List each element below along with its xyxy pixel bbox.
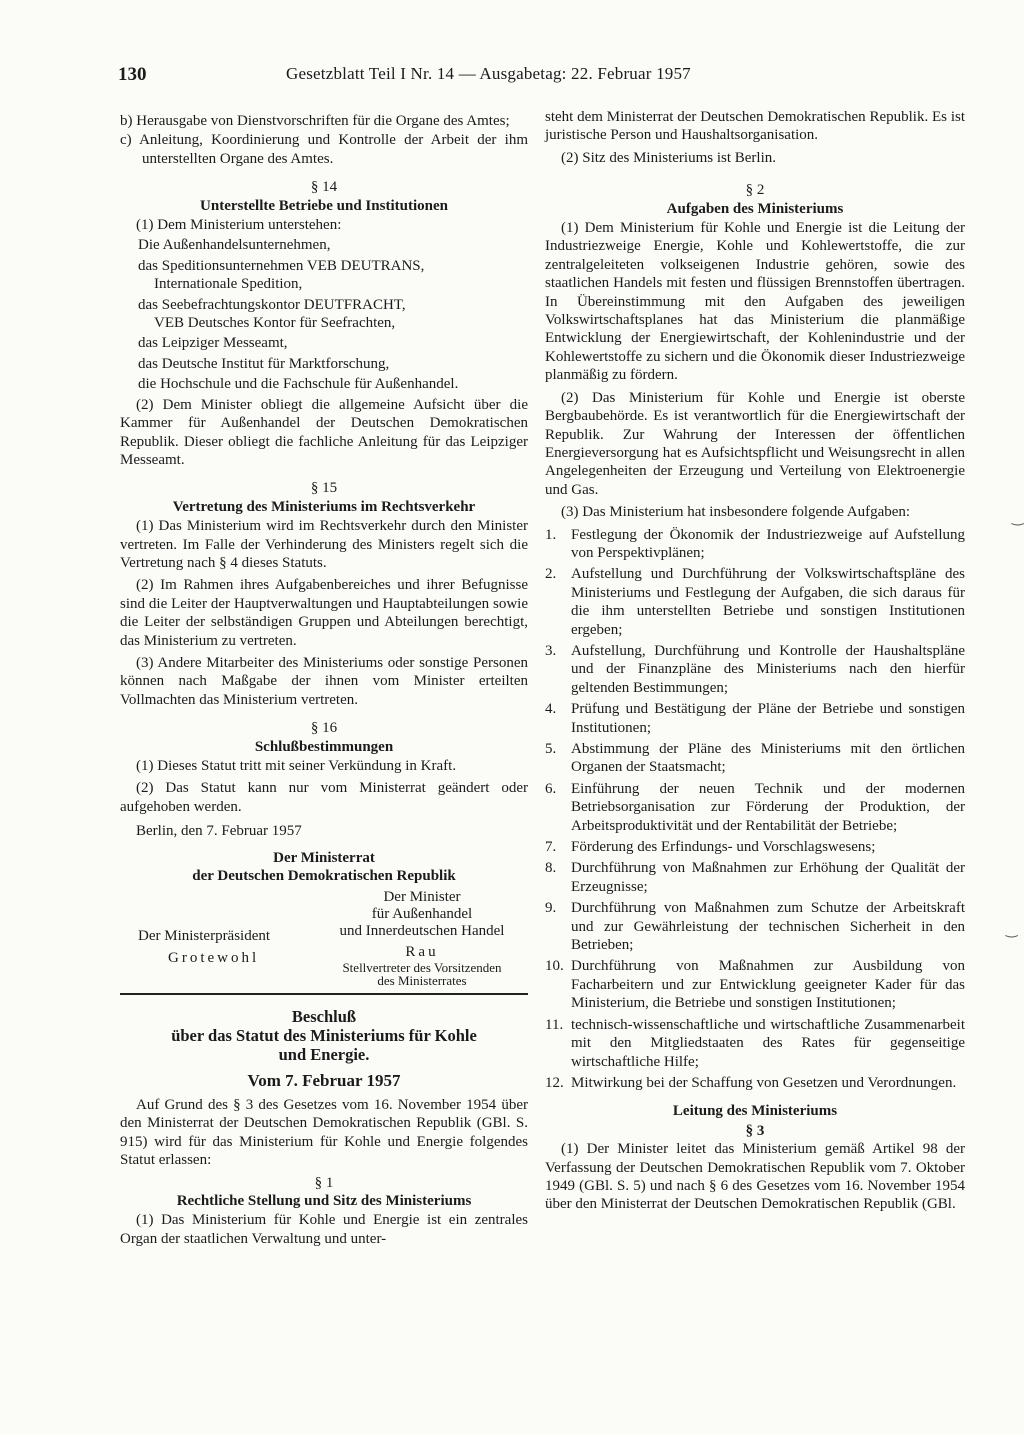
running-title: Gesetzblatt Teil I Nr. 14 — Ausgabetag: 22. Februar 1957: [286, 64, 691, 83]
scan-mark: ‿: [1006, 923, 1018, 938]
item-text: Mitwirkung bei der Schaffung von Gesetzen und Verordnungen.: [571, 1074, 957, 1091]
signature-org: Der Ministerrat: [273, 849, 375, 866]
item-text: Prüfung und Bestätigung der Pläne der Betriebe und sonstigen Institutionen;: [571, 701, 965, 736]
item-text: Durchführung von Maßnahmen zum Schutze der Arbeitskraft und zur Gewährleistung der technischen Sicherheit in den Betrieben;: [571, 900, 965, 954]
resolution-title: und Energie.: [278, 1044, 370, 1064]
list-item: [545, 700, 965, 737]
resolution-title: über das Statut des Ministeriums für Kohle: [171, 1025, 477, 1045]
list-item: die Hochschule und die Fachschule für Außenhandel.: [138, 376, 459, 393]
list-item: [545, 859, 965, 896]
section-divider: [120, 993, 528, 995]
item-number: 1.: [545, 526, 557, 543]
paragraph: (2) Das Ministerium für Kohle und Energie ist oberste Bergbaubehörde. Es ist verantwortlich für die Energiewirtschaft der Republik. Zur Wahrung der Interessen der öffentlichen Energieversorgung hat es Aufsichtspflicht und Weisungsrecht in allen Angelegenheiten der Erzeugung und Verteilung von Elektroenergie und Gas.: [545, 389, 965, 498]
item-number: 5.: [545, 741, 557, 757]
signature-role: Der Minister: [383, 888, 461, 905]
list-item: [545, 1016, 965, 1071]
list-item: [545, 740, 965, 777]
list-item: [545, 780, 965, 835]
item-text: Abstimmung der Pläne des Ministeriums mit den örtlichen Organen der Staatsmacht;: [571, 741, 965, 776]
section-heading: Unterstellte Betriebe und Institutionen: [200, 197, 448, 214]
resolution-date: Vom 7. Februar 1957: [247, 1070, 401, 1090]
list-item: [545, 642, 965, 697]
resolution-title: Beschluß: [291, 1006, 357, 1026]
signature-subtitle: Stellvertreter des Vorsitzenden: [342, 959, 502, 975]
scan-mark: ‿: [1012, 511, 1024, 526]
section-number: § 1: [314, 1174, 334, 1191]
section-number: § 16: [310, 720, 338, 737]
signature-role: Der Ministerpräsident: [138, 927, 271, 944]
paragraph: (1) Dem Ministerium für Kohle und Energie ist die Leitung der Industriezweige Energie, Kohle und Kohlewertstoffe, die zur zentralgeleiteten volkseigenen Industrie gehören, sowie des staatlichen Handels mit festen und flüssigen Brennstoffen übertragen. In Übereinstimmung mit den Aufgaben des jeweiligen Volkswirtschaftsplanes hat das Ministerium die planmäßige Entwicklung der Energiewirtschaft, der Kohlenindustrie und der Kohlewertstoffe zu sichern und die Ökonomik dieser Industriezweige planmäßig zu fördern.: [545, 220, 965, 384]
signature-name: Rau: [405, 943, 439, 960]
list-item: [545, 899, 965, 954]
paragraph: (2) Das Statut kann nur vom Ministerrat geändert oder aufgehoben werden.: [120, 780, 528, 815]
item-text: technisch-wissenschaftliche und wirtschaftliche Zusammenarbeit mit den Mitgliedstaaten des Rates für gegenseitige wirtschaftliche Hilfe;: [571, 1016, 965, 1070]
signature-name: Grotewohl: [168, 950, 260, 967]
place-date: Berlin, den 7. Februar 1957: [136, 823, 302, 840]
paragraph: (1) Dem Ministerium unterstehen:: [136, 217, 342, 234]
paragraph: (1) Dieses Statut tritt mit seiner Verkündung in Kraft.: [136, 758, 457, 774]
list-item: das Speditionsunternehmen VEB DEUTRANS,: [138, 257, 425, 274]
paragraph: (1) Das Ministerium wird im Rechtsverkehr durch den Minister vertreten. Im Falle der Verhinderung des Ministers regelt sich die Vertretung nach § 4 dieses Statuts.: [120, 518, 528, 571]
paragraph: (2) Sitz des Ministeriums ist Berlin.: [561, 149, 776, 166]
item-text: Festlegung der Ökonomik der Industriezweige auf Aufstellung von Perspektivplänen;: [571, 526, 965, 561]
signature-org: der Deutschen Demokratischen Republik: [192, 867, 456, 884]
signature-role: für Außenhandel: [371, 905, 473, 922]
item-number: 11.: [545, 1016, 564, 1033]
list-item: [545, 565, 965, 639]
section-number: § 3: [745, 1122, 765, 1139]
item-number: 8.: [545, 860, 557, 877]
item-number: 7.: [545, 839, 557, 856]
paragraph: Auf Grund des § 3 des Gesetzes vom 16. November 1954 über den Ministerrat der Deutschen Demokratischen Republik (GBl. S. 915) wird für das Ministerium für Kohle und Energie folgendes Statut erlassen:: [120, 1097, 528, 1169]
section-number: § 15: [310, 480, 338, 497]
list-item: b) Herausgabe von Dienstvorschriften für die Organe des Amtes;: [120, 113, 510, 129]
paragraph: (2) Im Rahmen ihres Aufgabenbereiches und ihrer Befugnisse sind die Leiter der Hauptverwaltungen und Hauptabteilungen sowie die Leiter der selbständigen Gruppen und Abteilungen berechtigt, das Ministerium zu vertreten.: [120, 577, 528, 649]
paragraph: (1) Der Minister leitet das Ministerium gemäß Artikel 98 der Verfassung der Deutschen Demokratischen Republik vom 7. Oktober 1949 (GBl. S. 5) und nach § 6 des Gesetzes vom 16. November 1954 über den Ministerrat der Deutschen Demokratischen Republik (GBl.: [545, 1141, 965, 1213]
page-number: 130: [118, 64, 147, 85]
signature-role: und Innerdeutschen Handel: [339, 922, 505, 939]
paragraph: (2) Dem Minister obliegt die allgemeine Aufsicht über die Kammer für Außenhandel der Deutschen Demokratischen Republik. Dieser obliegt die fachliche Anleitung für das Leipziger Messeamt.: [120, 396, 528, 468]
list-item: c) Anleitung, Koordinierung und Kontrolle der Arbeit der ihm unterstellten Organe des Amtes.: [120, 132, 528, 167]
section-heading: Aufgaben des Ministeriums: [666, 200, 844, 217]
item-text: Durchführung von Maßnahmen zur Ausbildung von Facharbeitern und zur Entwicklung geeigneter Kader für das Ministerium, die Betriebe und sonstigen Institutionen;: [571, 958, 965, 1012]
signature-block: [120, 888, 528, 988]
list-item: das Leipziger Messeamt,: [138, 335, 288, 352]
section-number: § 14: [310, 179, 338, 196]
item-number: 3.: [545, 642, 557, 659]
item-text: Durchführung von Maßnahmen zur Erhöhung der Qualität der Erzeugnisse;: [571, 860, 965, 895]
signature-premier: [138, 927, 270, 968]
list-item: [545, 838, 965, 856]
list-item-continuation: Internationale Spedition,: [154, 276, 303, 293]
right-column: [545, 108, 965, 1218]
item-number: 4.: [545, 701, 557, 718]
paragraph: (3) Andere Mitarbeiter des Ministeriums oder sonstige Personen können nach Maßgabe der ihnen vom Minister erteilten Vollmachten das Ministerium vertreten.: [120, 654, 528, 708]
item-number: 6.: [545, 780, 557, 797]
list-item-continuation: VEB Deutsches Kontor für Seefrachten,: [154, 315, 396, 332]
item-number: 10.: [545, 958, 564, 975]
section-heading: Leitung des Ministeriums: [672, 1103, 838, 1120]
list-item: [545, 1074, 965, 1092]
item-text: Aufstellung, Durchführung und Kontrolle der Haushaltspläne und der Finanzpläne des Ministeriums nach den hierfür geltenden Bestimmungen;: [571, 642, 965, 696]
list-item: das Seebefrachtungskontor DEUTFRACHT,: [138, 296, 406, 313]
signature-subtitle: des Ministerrates: [377, 972, 467, 988]
section-heading: Rechtliche Stellung und Sitz des Ministeriums: [176, 1193, 472, 1210]
section-heading: Vertretung des Ministeriums im Rechtsverkehr: [172, 498, 476, 515]
paragraph: (1) Das Ministerium für Kohle und Energie ist ein zentrales Organ der staatlichen Verwaltung und unter-: [120, 1212, 528, 1247]
item-text: Einführung der neuen Technik und der modernen Betriebsorganisation zur Förderung der Produktion, der Arbeitsproduktivität und der Rentabilität der Betriebe;: [571, 780, 965, 834]
item-number: 2.: [545, 566, 557, 583]
left-column: [120, 112, 528, 1252]
signature-minister: [316, 889, 528, 987]
item-text: Förderung des Erfindungs- und Vorschlagswesens;: [571, 839, 876, 856]
list-item: das Deutsche Institut für Marktforschung,: [138, 355, 390, 372]
item-text: Aufstellung und Durchführung der Volkswirtschaftspläne des Ministeriums und Festlegung der Aufgaben, die sich daraus für die ihm unterstellten Betriebe und sonstigen Institutionen ergeben;: [571, 566, 965, 638]
item-number: 12.: [545, 1074, 564, 1091]
paragraph: (3) Das Ministerium hat insbesondere folgende Aufgaben:: [561, 504, 911, 521]
paragraph: steht dem Ministerrat der Deutschen Demokratischen Republik. Es ist juristische Person und Haushaltsorganisation.: [545, 109, 965, 144]
list-item: [545, 526, 965, 563]
list-item: [545, 957, 965, 1012]
section-heading: Schlußbestimmungen: [254, 738, 394, 755]
task-list: [545, 526, 965, 1093]
section-number: § 2: [745, 182, 765, 199]
list-item: Die Außenhandelsunternehmen,: [138, 237, 331, 254]
item-number: 9.: [545, 900, 557, 917]
